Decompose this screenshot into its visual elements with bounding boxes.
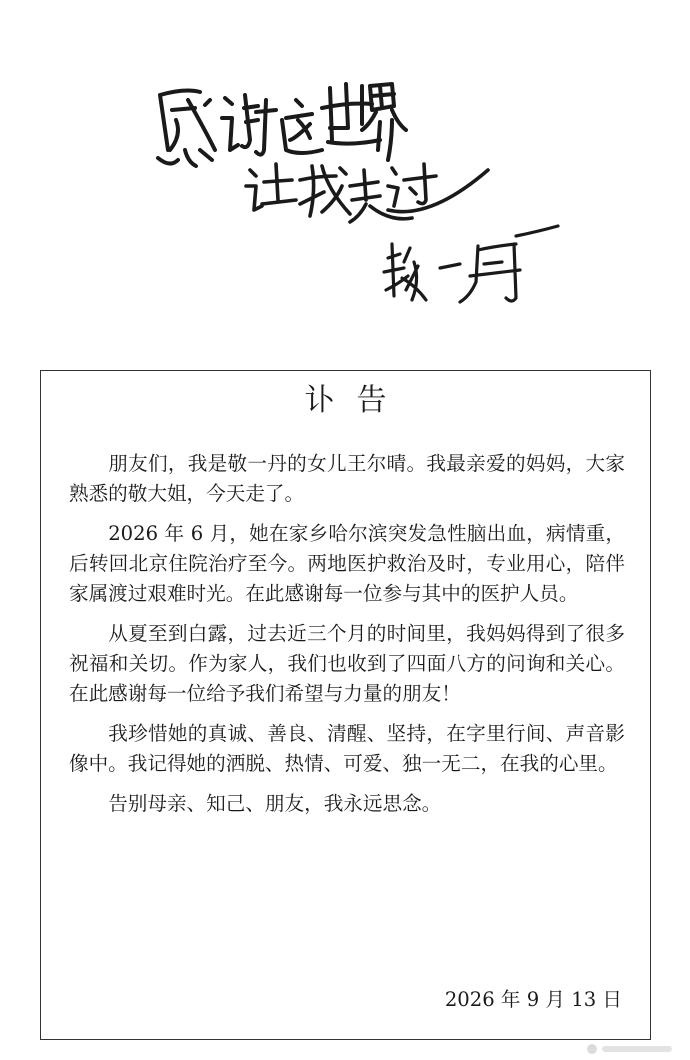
notice-body bbox=[69, 449, 625, 829]
signature-mark bbox=[384, 226, 558, 302]
notice-paragraph: 朋友们，我是敬一丹的女儿王尔晴。我最亲爱的妈妈，大家熟悉的敬大姐，今天走了。 bbox=[69, 452, 625, 505]
obituary-notice bbox=[40, 370, 651, 1040]
notice-date: 2026 年 9 月 13 日 bbox=[444, 988, 622, 1011]
calligraphy-line-1 bbox=[158, 84, 406, 166]
notice-paragraph: 2026 年 6 月，她在家乡哈尔滨突发急性脑出血，病情重，后转回北京住院治疗至今。两地医护救治及时，专业用心，陪伴家属渡过艰难时光。在此感谢每一位参与其中的医护人员。 bbox=[69, 522, 625, 605]
notice-paragraph: 从夏至到白露，过去近三个月的时间里，我妈妈得到了很多祝福和关切。作为家人，我们也收到了四面八方的问询和关心。在此感谢每一位给予我们希望与力量的朋友！ bbox=[69, 622, 625, 705]
handwritten-calligraphy bbox=[0, 0, 690, 350]
watermark-mark bbox=[586, 1042, 678, 1056]
calligraphy-line-2 bbox=[246, 164, 488, 222]
notice-title: 讣告 bbox=[304, 383, 409, 418]
notice-paragraph: 告别母亲、知己、朋友，我永远思念。 bbox=[108, 792, 442, 815]
notice-paragraph: 我珍惜她的真诚、善良、清醒、坚持，在字里行间、声音影像中。我记得她的洒脱、热情、可爱、独一无二，在我的心里。 bbox=[69, 722, 625, 775]
